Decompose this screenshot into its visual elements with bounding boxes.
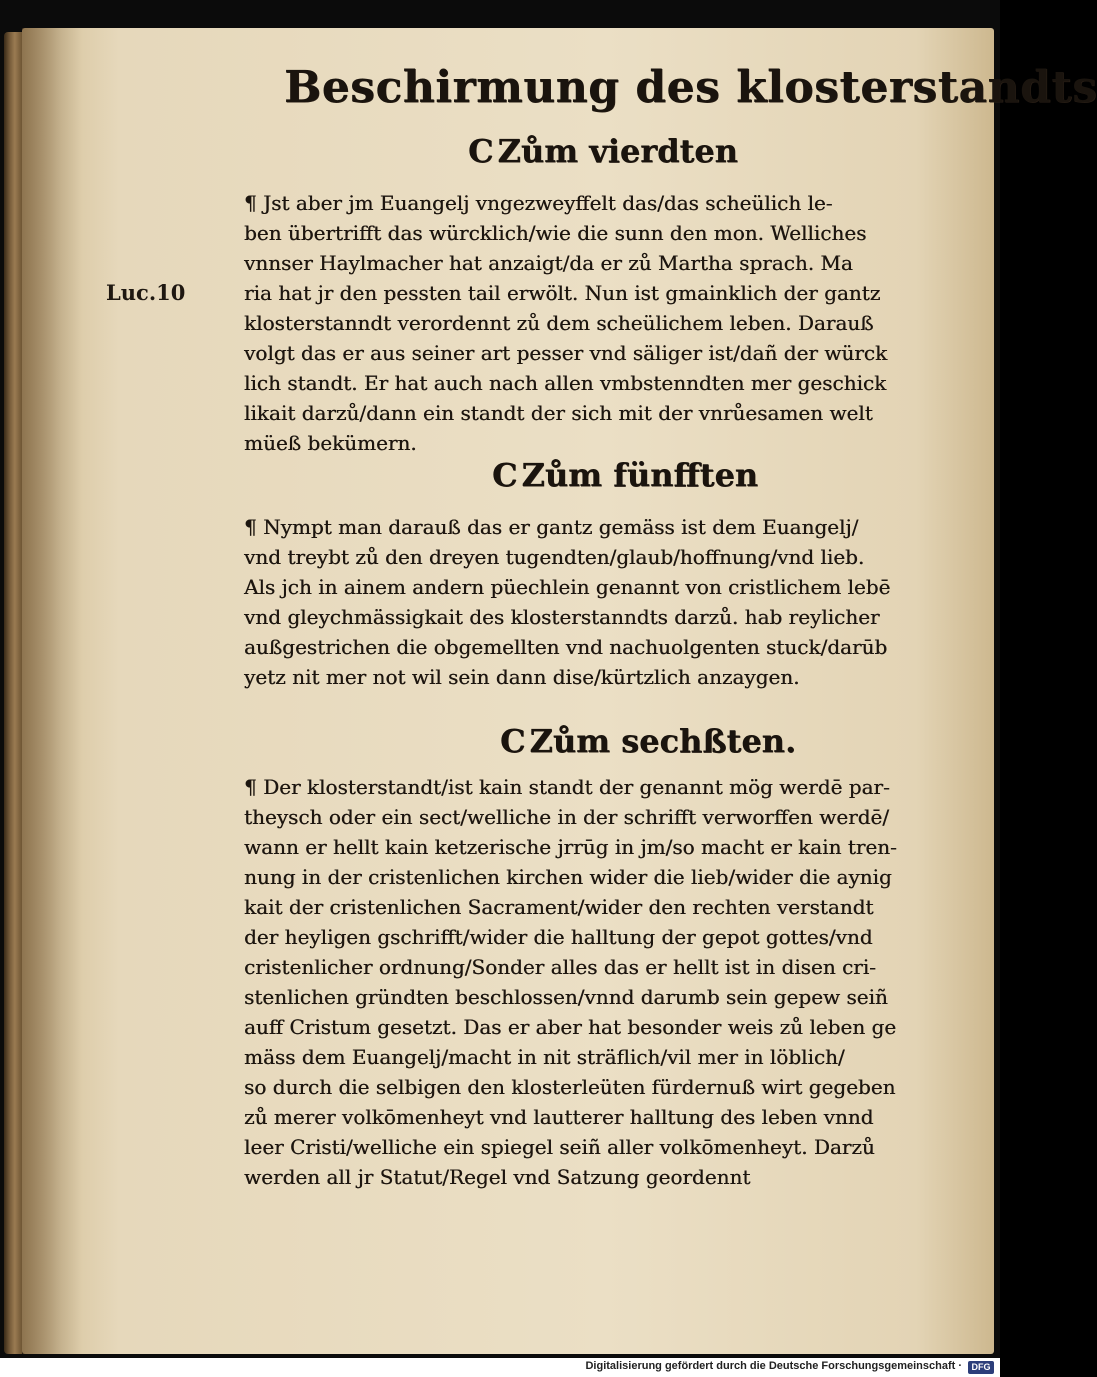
book-page	[22, 28, 1097, 1354]
heading-text: Zům fünfften	[521, 456, 759, 494]
section-heading-4	[468, 132, 738, 170]
text-line: mäss dem Euangelj/macht in nit sträflich/vil mer in löblich/	[244, 1045, 845, 1069]
pilcrow-mark: C	[500, 722, 526, 760]
text-line: likait darzů/dann ein standt der sich mit der vnrůesamen welt	[244, 401, 873, 425]
text-line: nung in der cristenlichen kirchen wider die lieb/wider die aynig	[244, 865, 892, 889]
text-line: so durch die selbigen den klosterleüten fürdernuß wirt gegeben	[244, 1075, 896, 1099]
text-line	[244, 188, 944, 218]
text-line	[244, 512, 944, 542]
text-line: cristenlicher ordnung/Sonder alles das er hellt ist in disen cri-	[244, 955, 876, 979]
text-line: werden all jr Statut/Regel vnd Satzung geordennt	[244, 1165, 751, 1189]
line-text: Der klosterstandt/ist kain standt der genannt mög werdē par-	[263, 775, 890, 799]
text-line: lich standt. Er hat auch nach allen vmbstenndten mer geschick	[244, 371, 887, 395]
text-line: müeß bekümern.	[244, 431, 417, 455]
margin-note: Luc.10	[106, 280, 186, 305]
pilcrow-mark: ¶	[244, 515, 257, 539]
section-heading-6	[500, 722, 796, 760]
text-line: stenlichen gründten beschlossen/vnnd darumb sein gepew seiñ	[244, 985, 888, 1009]
text-line: vnd gleychmässigkait des klosterstanndts darzů. hab reylicher	[244, 605, 880, 629]
text-line: vnd treybt zů den dreyen tugendten/glaub/hoffnung/vnd lieb.	[244, 545, 865, 569]
text-line: klosterstanndt verordennt zů dem scheülichem leben. Darauß	[244, 311, 874, 335]
pilcrow-mark: C	[492, 456, 518, 494]
text-line: vnnser Haylmacher hat anzaigt/da er zů Martha sprach. Ma	[244, 251, 853, 275]
text-line: yetz nit mer not wil sein dann dise/kürtzlich anzaygen.	[244, 665, 800, 689]
text-line: zů merer volkōmenheyt vnd lautterer halltung des leben vnnd	[244, 1105, 874, 1129]
text-line: wann er hellt kain ketzerische jrrūg in jm/so macht er kain tren-	[244, 835, 897, 859]
text-line: auff Cristum gesetzt. Das er aber hat besonder weis zů leben ge	[244, 1015, 897, 1039]
dfg-logo-icon: DFG	[968, 1361, 994, 1374]
text-line: ben übertrifft das würcklich/wie die sunn den mon. Welliches	[244, 221, 867, 245]
text-line: Als jch in ainem andern püechlein genannt von cristlichem lebē	[244, 575, 891, 599]
pilcrow-mark: ¶	[244, 775, 257, 799]
line-text: Nympt man darauß das er gantz gemäss ist dem Euangelj/	[263, 515, 859, 539]
text-line: leer Cristi/welliche ein spiegel seiñ aller volkōmenheyt. Darzů	[244, 1135, 875, 1159]
heading-text: Zům vierdten	[497, 132, 738, 170]
text-line: der heyligen gschrifft/wider die halltung der gepot gottes/vnd	[244, 925, 873, 949]
text-line: außgestrichen die obgemellten vnd nachuolgenten stuck/darūb	[244, 635, 888, 659]
section-body-6	[244, 772, 944, 1192]
footer-bar	[0, 1358, 1000, 1377]
pilcrow-mark: ¶	[244, 191, 257, 215]
footer-credit: Digitalisierung gefördert durch die Deutsche Forschungsgemeinschaft ·	[585, 1360, 962, 1372]
section-body-4	[244, 188, 944, 458]
text-line: ria hat jr den pessten tail erwölt. Nun ist gmainklich der gantz	[244, 281, 881, 305]
text-line: kait der cristenlichen Sacrament/wider den rechten verstandt	[244, 895, 874, 919]
heading-text: Zům sechßten.	[529, 722, 797, 760]
section-body-5	[244, 512, 944, 692]
running-title: Beschirmung des klosterstandts	[284, 62, 1097, 113]
pilcrow-mark: C	[468, 132, 494, 170]
page-gutter-shadow	[22, 28, 82, 1354]
text-line: theysch oder ein sect/welliche in der schrifft verworffen werdē/	[244, 805, 890, 829]
text-line	[244, 772, 944, 802]
section-heading-5	[492, 456, 758, 494]
text-line: volgt das er aus seiner art pesser vnd säliger ist/dañ der würck	[244, 341, 888, 365]
book-spine-edge	[4, 32, 22, 1354]
line-text: Jst aber jm Euangelj vngezweyffelt das/das scheülich le-	[263, 191, 833, 215]
